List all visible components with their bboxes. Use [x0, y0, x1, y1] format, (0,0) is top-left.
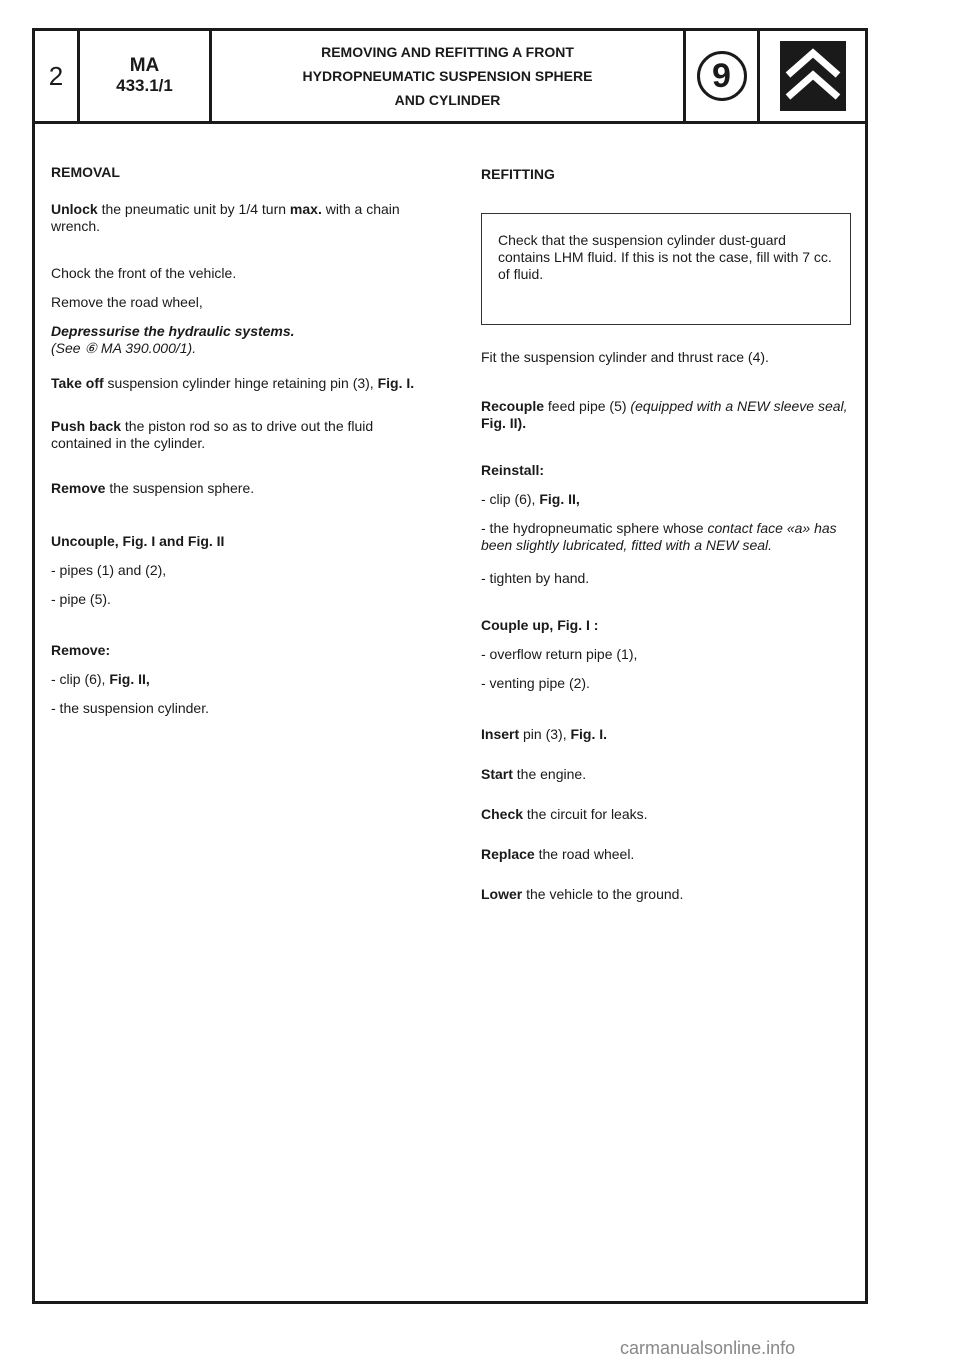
reinstall-item-1: - clip (6), Fig. II, [481, 491, 580, 507]
step-replace: Replace the road wheel. [481, 846, 635, 862]
removal-column [51, 164, 431, 735]
remove-item-2: - the suspension cylinder. [51, 700, 209, 716]
step-remove-sphere: Remove the suspension sphere. [51, 480, 255, 496]
step-fit: Fit the suspension cylinder and thrust race (4). [481, 349, 769, 365]
step-push-back: Push back the piston rod so as to drive out the fluid contained in the cylinder. [51, 418, 374, 451]
step-remove-heading: Remove: [51, 642, 111, 658]
step-reinstall: Reinstall: [481, 462, 545, 478]
header-bar [32, 28, 868, 124]
note-text: Check that the suspension cylinder dust-guard contains LHM fluid. If this is not the case, fill with 7 cc. of fluid. [498, 232, 832, 282]
watermark: carmanualsonline.info [620, 1338, 796, 1358]
citroen-logo-icon [780, 41, 846, 111]
step-couple-up: Couple up, Fig. I : [481, 617, 599, 633]
uncouple-item-1: - pipes (1) and (2), [51, 562, 167, 578]
reinstall-item-2: - the hydropneumatic sphere whose contact face «a» has been slightly lubricated, fitted with a NEW seal. [481, 520, 837, 553]
remove-item-1: - clip (6), Fig. II, [51, 671, 150, 687]
step-remove-wheel: Remove the road wheel, [51, 294, 203, 310]
step-uncouple: Uncouple, Fig. I and Fig. II [51, 533, 225, 549]
step-start: Start the engine. [481, 766, 587, 782]
note-box [481, 213, 851, 325]
step-unlock: Unlock the pneumatic unit by 1/4 turn max. with a chain wrench. [51, 201, 400, 234]
step-take-off: Take off suspension cylinder hinge retaining pin (3), Fig. I. [51, 375, 415, 391]
uncouple-item-2: - pipe (5). [51, 591, 111, 607]
manual-code [80, 31, 212, 121]
step-insert: Insert pin (3), Fig. I. [481, 726, 608, 742]
step-depressurise: Depressurise the hydraulic systems. (See ⑥ MA 390.000/1). [51, 323, 295, 356]
reinstall-item-3: - tighten by hand. [481, 570, 590, 586]
page-number: 2 [35, 31, 80, 121]
code-line-2: 433.1/1 [116, 76, 173, 95]
brand-logo-cell [760, 31, 865, 121]
section-badge [686, 31, 760, 121]
step-lower: Lower the vehicle to the ground. [481, 886, 684, 902]
title-line-2: HYDROPNEUMATIC SUSPENSION SPHERE [302, 68, 593, 84]
couple-item-1: - overflow return pipe (1), [481, 646, 638, 662]
step-recouple: Recouple feed pipe (5) (equipped with a NEW sleeve seal, Fig. II). [481, 398, 848, 431]
refitting-column [481, 166, 851, 921]
removal-heading: REMOVAL [51, 164, 120, 180]
refitting-heading: REFITTING [481, 166, 555, 182]
section-number: 9 [697, 51, 747, 101]
couple-item-2: - venting pipe (2). [481, 675, 590, 691]
document-title [212, 31, 686, 121]
code-line-1: MA [129, 55, 160, 76]
step-check: Check the circuit for leaks. [481, 806, 648, 822]
step-chock: Chock the front of the vehicle. [51, 265, 237, 281]
title-line-3: AND CYLINDER [394, 92, 501, 108]
title-line-1: REMOVING AND REFITTING A FRONT [321, 44, 574, 60]
